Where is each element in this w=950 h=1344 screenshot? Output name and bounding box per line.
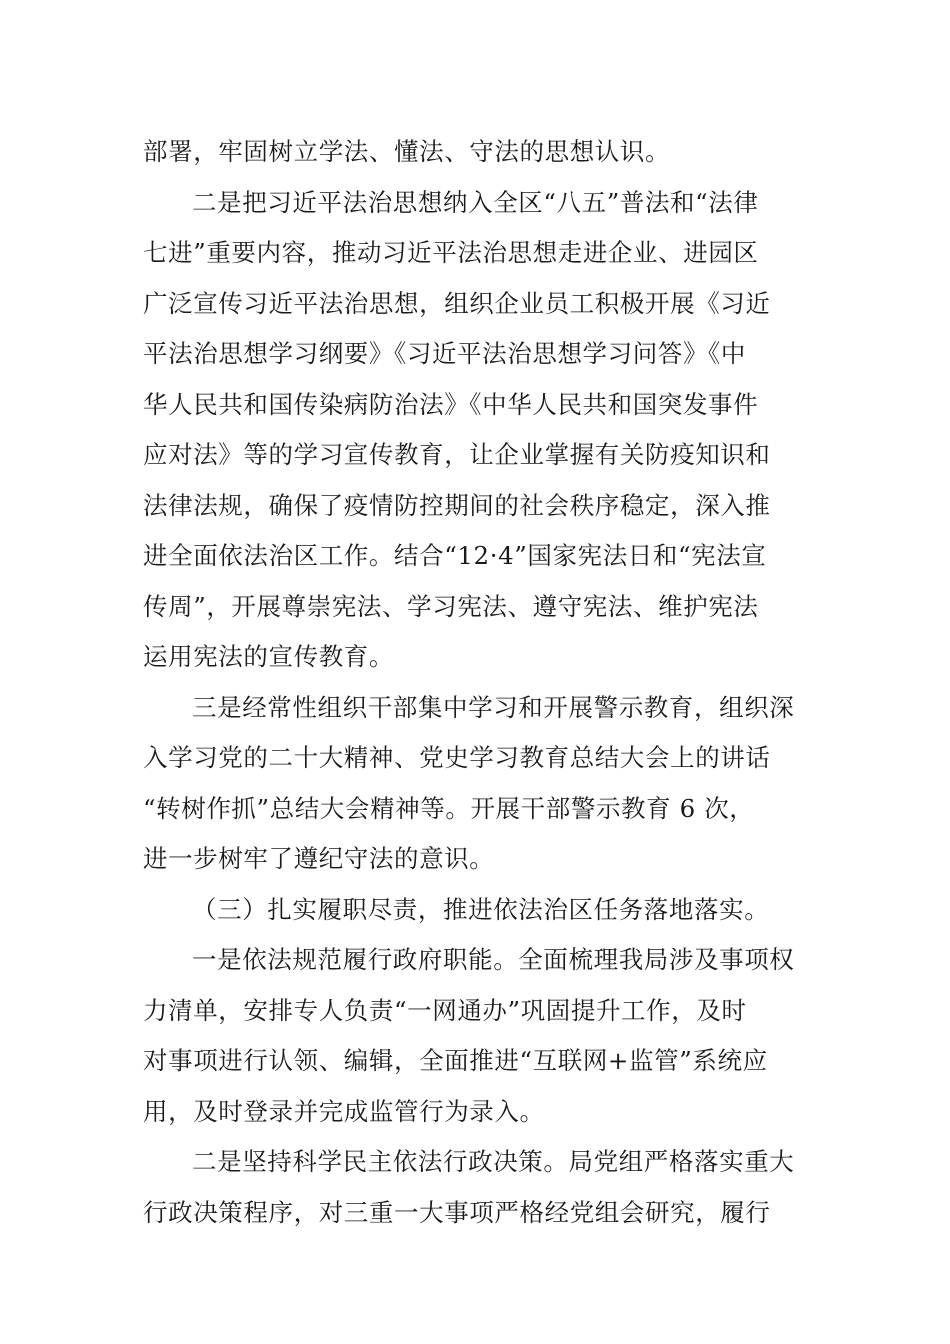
text-line: 进一步树牢了遵纪守法的意识。 (143, 844, 495, 873)
text-line: 行政决策程序，对三重一大事项严格经党组会研究，履行 (143, 1197, 771, 1227)
text-line: 力清单，安排专人负责“一网通办”巩固提升工作，及时 (143, 995, 747, 1025)
text-line: 七进”重要内容，推动习近平法治思想走进企业、进园区 (143, 238, 759, 267)
text-line: 广泛宣传习近平法治思想，组织企业员工积极开展《习近 (143, 288, 771, 318)
document-body (143, 127, 823, 1238)
text-line: 应对法》等的学习宣传教育，让企业掌握有关防疫知识和 (143, 440, 771, 469)
text-line: 平法治思想学习纲要》《习近平法治思想学习问答》《中 (143, 339, 746, 368)
text-line: 进全面依法治区工作。结合“12·4”国家宪法日和“宪法宣 (143, 541, 767, 570)
text-line: 运用宪法的宣传教育。 (143, 642, 394, 671)
text-line: 二是把习近平法治思想纳入全区“八五”普法和“法律 (192, 187, 759, 217)
text-line: “转树作抓”总结大会精神等。开展干部警示教育 6 次， (143, 793, 755, 823)
section-heading: （三）扎实履职尽责，推进依法治区任务落地落实。 (192, 894, 770, 924)
text-line: 部署，牢固树立学法、懂法、守法的思想认识。 (143, 137, 671, 166)
text-line: 对事项进行认领、编辑，全面推进“互联网+监管”系统应 (143, 1046, 768, 1075)
text-line: 传周”，开展尊崇宪法、学习宪法、遵守宪法、维护宪法 (143, 591, 759, 621)
text-line: 二是坚持科学民主依法行政决策。局党组严格落实重大 (192, 1147, 795, 1176)
text-line: 三是经常性组织干部集中学习和开展警示教育，组织深 (192, 692, 795, 722)
text-line: 入学习党的二十大精神、党史学习教育总结大会上的讲话 (143, 743, 771, 772)
text-line: 法律法规，确保了疫情防控期间的社会秩序稳定，深入推 (143, 490, 771, 520)
text-line: 一是依法规范履行政府职能。全面梳理我局涉及事项权 (192, 945, 795, 974)
text-line: 用，及时登录并完成监管行为录入。 (143, 1096, 545, 1126)
text-line: 华人民共和国传染病防治法》《中华人民共和国突发事件 (143, 389, 759, 419)
